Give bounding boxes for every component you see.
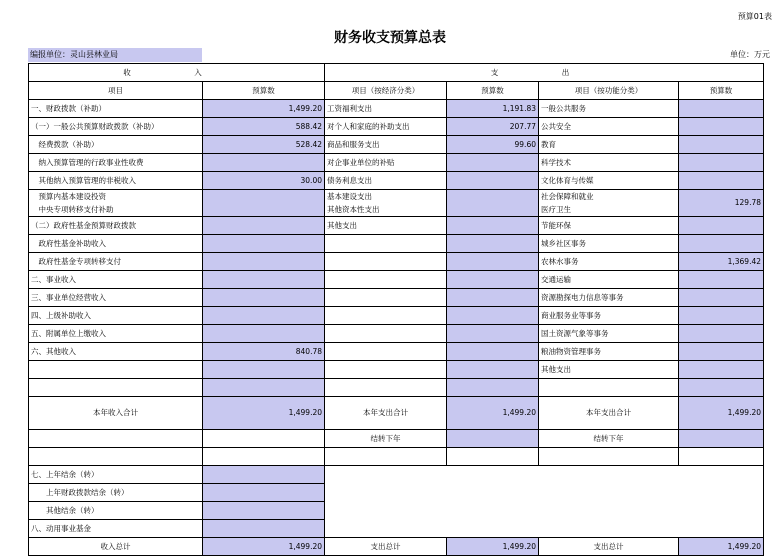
blank-cell (203, 448, 325, 466)
table-row (29, 253, 764, 271)
func-item: 城乡社区事务 (539, 235, 679, 253)
income-total-label: 本年收入合计 (29, 397, 203, 430)
budget-table (28, 63, 764, 556)
income-item: 四、上级补助收入 (29, 307, 203, 325)
income-item: （二）政府性基金预算财政拨款 (29, 217, 203, 235)
income-item: 二、事业收入 (29, 271, 203, 289)
prior-row (29, 466, 764, 484)
income-value (203, 271, 325, 289)
func-item: 文化体育与传媒 (539, 172, 679, 190)
income-item: 五、附属单位上缴收入 (29, 325, 203, 343)
econ-item (325, 289, 447, 307)
econ-grand-value: 1,499.20 (447, 538, 539, 556)
econ-value: 1,191.83 (447, 100, 539, 118)
income-item: 纳入预算管理的行政事业性收费 (29, 154, 203, 172)
blank-cell (29, 379, 203, 397)
income-item: 六、其他收入 (29, 343, 203, 361)
table-row (29, 100, 764, 118)
col-func-budget: 预算数 (679, 82, 764, 100)
blank-cell (679, 379, 764, 397)
table-row (29, 361, 764, 379)
table-row (29, 235, 764, 253)
prior-label: 其他结余（转） (29, 502, 203, 520)
income-value: 528.42 (203, 136, 325, 154)
income-item (29, 361, 203, 379)
func-item: 其他支出 (539, 361, 679, 379)
func-item: 资源勘探电力信息等事务 (539, 289, 679, 307)
econ-value (447, 253, 539, 271)
page-title: 财务收支预算总表 (334, 30, 446, 46)
col-income-budget: 预算数 (203, 82, 325, 100)
econ-item (325, 253, 447, 271)
table-row (29, 154, 764, 172)
func-carry-label: 结转下年 (539, 430, 679, 448)
econ-item: 商品和服务支出 (325, 136, 447, 154)
func-value: 1,369.42 (679, 253, 764, 271)
table-row (29, 136, 764, 154)
carry-row (29, 430, 764, 448)
func-value (679, 172, 764, 190)
col-econ-item: 项目（按经济分类） (325, 82, 447, 100)
func-value (679, 136, 764, 154)
blank-cell (447, 430, 539, 448)
func-value: 129.78 (679, 190, 764, 217)
func-value (679, 307, 764, 325)
func-value (679, 343, 764, 361)
blank-cell (447, 448, 539, 466)
table-row (29, 271, 764, 289)
func-grand-label: 支出总计 (539, 538, 679, 556)
reporting-unit: 编报单位：灵山县林业局 (28, 48, 202, 62)
income-value (203, 154, 325, 172)
unit-label: 单位：万元 (730, 50, 770, 59)
income-item: 政府性基金补助收入 (29, 235, 203, 253)
income-value (203, 289, 325, 307)
blank-cell (29, 448, 203, 466)
func-item: 农林水事务 (539, 253, 679, 271)
income-item-line1: 预算内基本建设投资 (31, 192, 106, 201)
econ-value: 207.77 (447, 118, 539, 136)
prior-value (203, 484, 325, 502)
col-func-item: 项目（按功能分类） (539, 82, 679, 100)
income-value (203, 190, 325, 217)
blank-cell (203, 379, 325, 397)
income-value: 588.42 (203, 118, 325, 136)
econ-item: 对企事业单位的补贴 (325, 154, 447, 172)
col-income-item: 项目 (29, 82, 203, 100)
econ-item (325, 271, 447, 289)
econ-value (447, 307, 539, 325)
func-total-label: 本年支出合计 (539, 397, 679, 430)
func-value (679, 118, 764, 136)
blank-cell (325, 379, 447, 397)
income-value (203, 217, 325, 235)
expense-section: 支 出 (325, 64, 764, 82)
total-row (29, 397, 764, 430)
func-item: 交通运输 (539, 271, 679, 289)
blank-cell (539, 379, 679, 397)
econ-value: 99.60 (447, 136, 539, 154)
econ-item (325, 325, 447, 343)
income-section: 收 入 (29, 64, 325, 82)
prior-value (203, 466, 325, 484)
econ-value (447, 289, 539, 307)
income-value: 840.78 (203, 343, 325, 361)
econ-item (325, 307, 447, 325)
income-item: （一）一般公共预算财政拨款（补助） (29, 118, 203, 136)
table-row (29, 118, 764, 136)
spacer-row (29, 379, 764, 397)
func-item (539, 190, 679, 217)
blank-merged (325, 466, 764, 538)
table-code: 预算01表 (737, 12, 772, 21)
blank-cell (679, 430, 764, 448)
func-value (679, 100, 764, 118)
econ-grand-label: 支出总计 (325, 538, 447, 556)
econ-value (447, 154, 539, 172)
income-grand-label: 收入总计 (29, 538, 203, 556)
econ-value (447, 361, 539, 379)
econ-item (325, 343, 447, 361)
table-row (29, 172, 764, 190)
prior-value (203, 520, 325, 538)
func-item: 一般公共服务 (539, 100, 679, 118)
econ-value (447, 190, 539, 217)
func-item-line1: 社会保障和就业 (541, 192, 594, 201)
econ-total-label: 本年支出合计 (325, 397, 447, 430)
econ-item: 工资福利支出 (325, 100, 447, 118)
func-item: 节能环保 (539, 217, 679, 235)
income-item: 政府性基金专项转移支付 (29, 253, 203, 271)
func-item: 教育 (539, 136, 679, 154)
income-value: 30.00 (203, 172, 325, 190)
income-item: 经费拨款（补助） (29, 136, 203, 154)
table-row (29, 325, 764, 343)
blank-cell (203, 430, 325, 448)
table-row (29, 343, 764, 361)
section-header-row (29, 64, 764, 82)
income-item: 其他纳入预算管理的非税收入 (29, 172, 203, 190)
econ-item (325, 361, 447, 379)
func-value (679, 217, 764, 235)
func-value (679, 361, 764, 379)
income-item (29, 190, 203, 217)
func-item: 商业服务业等事务 (539, 307, 679, 325)
func-item: 粮油物资管理事务 (539, 343, 679, 361)
prior-value (203, 502, 325, 520)
income-grand-value: 1,499.20 (203, 538, 325, 556)
income-item: 三、事业单位经营收入 (29, 289, 203, 307)
blank-cell (447, 379, 539, 397)
income-value (203, 307, 325, 325)
econ-item: 对个人和家庭的补助支出 (325, 118, 447, 136)
econ-value (447, 235, 539, 253)
func-item: 科学技术 (539, 154, 679, 172)
econ-carry-label: 结转下年 (325, 430, 447, 448)
income-item: 一、财政拨款（补助） (29, 100, 203, 118)
income-total-value: 1,499.20 (203, 397, 325, 430)
prior-label: 八、动用事业基金 (29, 520, 203, 538)
func-total-value: 1,499.20 (679, 397, 764, 430)
column-header-row (29, 82, 764, 100)
func-item: 国土资源气象等事务 (539, 325, 679, 343)
table-row (29, 190, 764, 217)
spacer-row (29, 448, 764, 466)
blank-cell (679, 448, 764, 466)
econ-total-value: 1,499.20 (447, 397, 539, 430)
col-econ-budget: 预算数 (447, 82, 539, 100)
income-value (203, 361, 325, 379)
func-value (679, 271, 764, 289)
econ-item (325, 190, 447, 217)
econ-item-line1: 基本建设支出 (327, 192, 372, 201)
econ-value (447, 217, 539, 235)
income-value (203, 253, 325, 271)
func-value (679, 154, 764, 172)
func-value (679, 235, 764, 253)
func-value (679, 325, 764, 343)
econ-value (447, 325, 539, 343)
func-value (679, 289, 764, 307)
econ-item-line2: 其他资本性支出 (327, 205, 380, 214)
prior-label: 上年财政拨款结余（转） (29, 484, 203, 502)
econ-item: 债务利息支出 (325, 172, 447, 190)
blank-cell (539, 448, 679, 466)
table-row (29, 307, 764, 325)
econ-item: 其他支出 (325, 217, 447, 235)
income-item-line2: 中央专项转移支付补助 (31, 205, 114, 214)
income-value: 1,499.20 (203, 100, 325, 118)
func-grand-value: 1,499.20 (679, 538, 764, 556)
income-value (203, 325, 325, 343)
income-value (203, 235, 325, 253)
econ-item (325, 235, 447, 253)
blank-cell (29, 430, 203, 448)
blank-cell (325, 448, 447, 466)
func-item: 公共安全 (539, 118, 679, 136)
func-item-line2: 医疗卫生 (541, 205, 571, 214)
table-row (29, 217, 764, 235)
prior-label: 七、上年结余（转） (29, 466, 203, 484)
table-row (29, 289, 764, 307)
econ-value (447, 343, 539, 361)
econ-value (447, 172, 539, 190)
econ-value (447, 271, 539, 289)
